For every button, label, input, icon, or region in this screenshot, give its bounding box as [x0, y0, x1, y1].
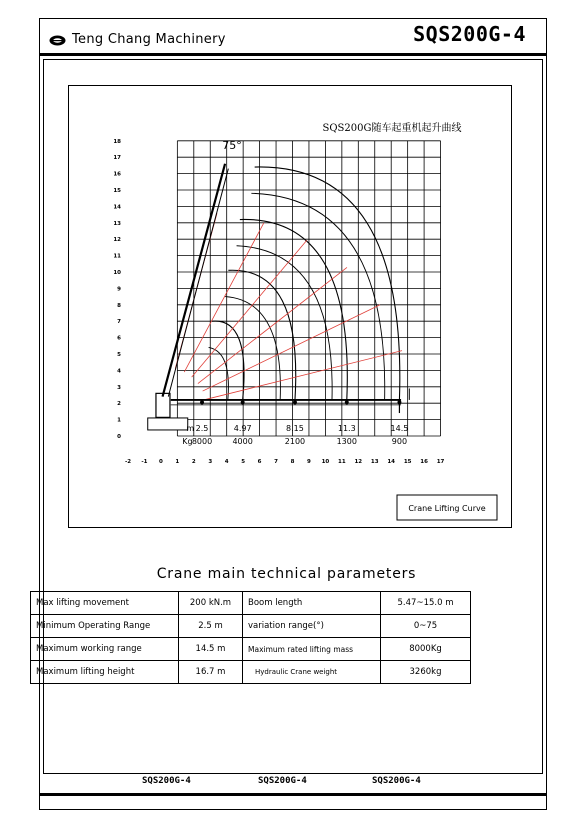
- param-value: 16.7 m: [179, 661, 243, 684]
- x-tick-label: 6: [257, 459, 262, 465]
- footer-code: SQS200G-4: [372, 776, 421, 786]
- x-tick-label: 13: [370, 459, 379, 465]
- model-code: SQS200G-4: [413, 22, 526, 46]
- crane-column: [156, 393, 170, 417]
- table-row: [31, 661, 471, 684]
- radius-value: 11.3: [337, 424, 356, 433]
- footer-code: SQS200G-4: [142, 776, 191, 786]
- param-value: 2.5 m: [179, 615, 243, 638]
- param-value: 3260kg: [381, 661, 471, 684]
- brand-name: Teng Chang Machinery: [72, 32, 226, 47]
- hook-icon: [293, 400, 297, 404]
- load-unit-label: Kg: [182, 437, 193, 446]
- param-value: 8000Kg: [381, 638, 471, 661]
- y-tick-label: 8: [117, 302, 121, 309]
- param-value: 5.47~15.0 m: [381, 592, 471, 615]
- footer-code: SQS200G-4: [258, 776, 307, 786]
- x-tick-label: 12: [354, 459, 363, 465]
- hook-icon: [241, 400, 245, 404]
- boom-arc-inner: [225, 297, 280, 400]
- params-table: [30, 591, 471, 684]
- x-tick-label: 11: [338, 459, 346, 465]
- boom-angle-label: 75°: [222, 139, 242, 152]
- x-tick-label: 1: [175, 459, 180, 465]
- radius-value: 8.15: [286, 424, 304, 433]
- radius-ray: [198, 267, 347, 383]
- legend-label: Crane Lifting Curve: [408, 504, 486, 513]
- radius-value: 14.5: [390, 424, 409, 433]
- y-tick-label: 4: [117, 368, 121, 375]
- param-value: 0~75: [381, 615, 471, 638]
- param-name: Max lifting movement: [31, 592, 179, 615]
- boom-arc-inner: [251, 193, 384, 400]
- crane-drawing: [148, 164, 410, 430]
- param-name: Maximum rated lifting mass: [243, 638, 381, 661]
- x-tick-label: 15: [403, 459, 412, 465]
- x-tick-label: 7: [274, 459, 278, 465]
- params-title: Crane main technical parameters: [156, 566, 417, 582]
- x-tick-label: 3: [208, 459, 213, 465]
- y-tick-label: 18: [113, 138, 121, 145]
- x-axis-ticks: [125, 459, 445, 465]
- y-tick-label: 10: [113, 270, 121, 276]
- param-name: Boom length: [243, 592, 381, 615]
- y-tick-label: 1: [117, 417, 121, 424]
- table-row: [31, 638, 471, 661]
- y-tick-label: 17: [113, 155, 121, 162]
- load-value: 8000: [191, 437, 213, 446]
- hook-icon: [345, 400, 349, 404]
- x-tick-label: -2: [124, 459, 132, 465]
- x-tick-label: 17: [436, 459, 445, 465]
- x-tick-label: 9: [307, 459, 311, 465]
- x-tick-label: 0: [158, 459, 163, 465]
- load-value: 900: [391, 437, 408, 446]
- radius-unit-label: m: [186, 424, 195, 433]
- y-axis-ticks: [113, 139, 121, 440]
- y-tick-label: 15: [113, 188, 121, 194]
- hook-icon: [200, 400, 204, 404]
- radius-ray: [184, 223, 264, 372]
- boom-arc-outer: [228, 270, 295, 400]
- radius-ray: [192, 240, 307, 377]
- y-tick-label: 13: [113, 220, 121, 227]
- y-tick-label: 16: [113, 171, 121, 178]
- param-name: Maximum lifting height: [31, 661, 179, 684]
- x-tick-label: 14: [387, 459, 396, 465]
- y-tick-label: 5: [117, 352, 121, 358]
- y-tick-label: 12: [113, 237, 121, 244]
- chart-title: SQS200G随车起重机起升曲线: [322, 123, 462, 134]
- radius-value: 2.5: [195, 424, 209, 433]
- param-name: variation range(°): [243, 615, 381, 638]
- y-tick-label: 0: [117, 434, 121, 440]
- crane-base: [148, 418, 188, 430]
- param-name: Maximum working range: [31, 638, 179, 661]
- radius-value: 4.97: [233, 424, 252, 433]
- footer-rule: [39, 793, 547, 796]
- param-value: 200 kN.m: [179, 592, 243, 615]
- boom-arc-inner: [209, 347, 229, 399]
- load-value: 2100: [284, 437, 306, 446]
- x-tick-label: 5: [241, 459, 246, 465]
- x-tick-label: 16: [420, 459, 428, 465]
- y-tick-label: 2: [117, 401, 121, 408]
- x-tick-label: 10: [321, 459, 330, 465]
- param-name: Minimum Operating Range: [31, 615, 179, 638]
- param-value: 14.5 m: [179, 638, 243, 661]
- boom-arc-outer: [240, 219, 347, 399]
- boom-arcs: [209, 167, 400, 400]
- load-value: 1300: [336, 437, 357, 446]
- y-tick-label: 3: [117, 384, 121, 391]
- boom-arc-inner: [237, 246, 333, 400]
- chart-grid: [177, 141, 440, 436]
- y-tick-label: 7: [117, 319, 121, 326]
- y-tick-label: 9: [117, 286, 121, 293]
- table-row: [31, 615, 471, 638]
- x-tick-label: -1: [141, 459, 148, 465]
- param-name: Hydraulic Crane weight: [243, 661, 381, 684]
- y-tick-label: 14: [113, 204, 121, 211]
- y-tick-label: 6: [117, 335, 121, 342]
- load-value: 4000: [232, 437, 253, 446]
- x-tick-label: 2: [191, 459, 196, 465]
- y-tick-label: 11: [113, 253, 121, 260]
- x-tick-label: 8: [290, 459, 295, 465]
- table-row: [31, 592, 471, 615]
- x-tick-label: 4: [224, 459, 229, 465]
